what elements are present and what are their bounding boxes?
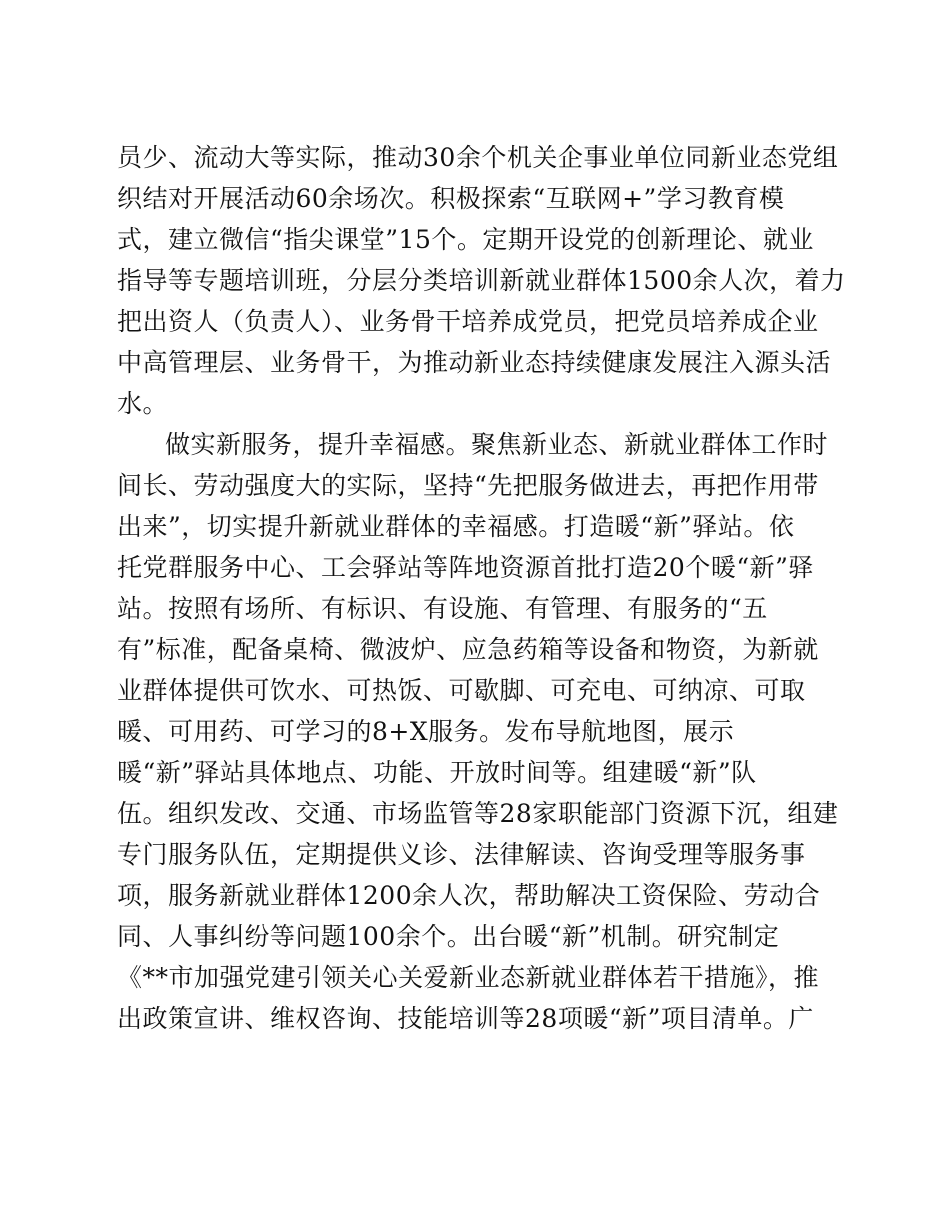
text-line: 伍。组织发改、交通、市场监管等28家职能部门资源下沉，组建 <box>117 799 839 828</box>
text-line: 同、人事纠纷等问题100余个。出台暖“新”机制。研究制定 <box>117 922 780 951</box>
paragraph-start-line: 做实新服务，提升幸福感。聚焦新业态、新就业群体工作时 <box>165 430 829 459</box>
text-line: 指导等专题培训班，分层分类培训新就业群体1500余人次，着力 <box>117 266 846 295</box>
text-line: 项，服务新就业群体1200余人次，帮助解决工资保险、劳动合 <box>117 881 821 910</box>
text-line: 出政策宣讲、维权咨询、技能培训等28项暖“新”项目清单。广 <box>117 1004 814 1033</box>
text-line: 出来”，切实提升新就业群体的幸福感。打造暖“新”驿站。依 <box>117 512 795 541</box>
text-line: 业群体提供可饮水、可热饭、可歇脚、可充电、可纳凉、可取 <box>117 676 806 705</box>
text-line: 暖“新”驿站具体地点、功能、开放时间等。组建暖“新”队 <box>117 758 757 787</box>
text-line: 暖、可用药、可学习的8+X服务。发布导航地图，展示 <box>117 717 735 746</box>
text-line: 有”标准，配备桌椅、微波炉、应急药箱等设备和物资，为新就 <box>117 635 819 664</box>
text-line: 式，建立微信“指尖课堂”15个。定期开设党的创新理论、就业 <box>117 225 814 254</box>
text-line: 员少、流动大等实际，推动30余个机关企事业单位同新业态党组 <box>117 143 839 172</box>
text-line: 托党群服务中心、工会驿站等阵地资源首批打造20个暖“新”驿 <box>117 553 814 582</box>
text-line: 织结对开展活动60余场次。积极探索“互联网+”学习教育模 <box>117 184 785 213</box>
text-line: 水。 <box>117 389 169 418</box>
text-line: 把出资人（负责人）、业务骨干培养成党员，把党员培养成企业 <box>117 307 819 336</box>
text-line: 《**市加强党建引领关心关爱新业态新就业群体若干措施》，推 <box>117 963 820 992</box>
text-line: 专门服务队伍，定期提供义诊、法律解读、咨询受理等服务事 <box>117 840 806 869</box>
text-line: 间长、劳动强度大的实际，坚持“先把服务做进去，再把作用带 <box>117 471 819 500</box>
text-line: 站。按照有场所、有标识、有设施、有管理、有服务的“五 <box>117 594 768 623</box>
text-line: 中高管理层、业务骨干，为推动新业态持续健康发展注入源头活 <box>117 348 832 377</box>
